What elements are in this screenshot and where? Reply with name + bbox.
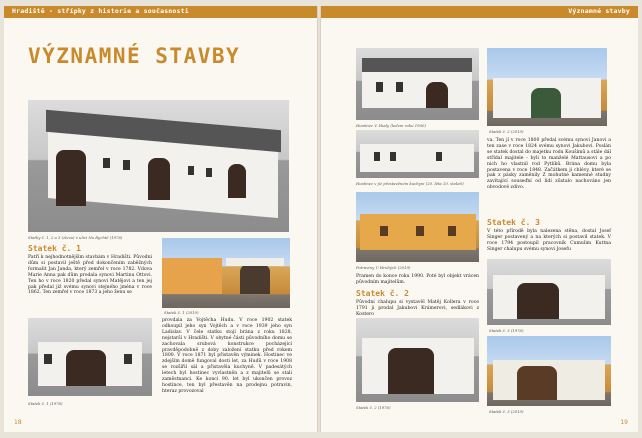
statek-1-text-b: provdala za Vojtěcha Hudu. V roce 1902 statek odkoupil jeho syn Vojtěch a v roce 1939 jeho syn Ladislav. V čele statku stojí brána z roku 1828, nejstarší v Hradišti. V obytné části původního domu se zachovala srubová konstrukce pocházející pravděpodobně z doby založení statku před rokem 1800. V roce 1871 byl přistavěn výminek. Hostinec ve zdejším domě fungoval dosti let, za Hudů v roce 1908 se rozšířil sál a přistavěla kuchyně. V padesátých letech byl hostinec vyvlastněn a z majitelů se stali zaměstnanci. Ke konci 90. let byl ukončen provoz hostince, ten byl přestavěn na prodejnu potravin, hteraz provozoval — [162, 318, 292, 394]
text-pramen: Pramen do konce roku 1990. Poté byl objekt vrácen původním majitelům. — [356, 274, 479, 285]
statek-2-text-b: va. Ten jí v roce 1800 předal svému synovi Janovi a ten zase v roce 1824 svému synovi Jakubovi. Poslán se statek dostal do majetku rodu Koušímů a stále dál střídal majitele - byli to manželé Mattausovi a po nich ho vlastnil rod Pytlíků. Brána domu byla postavena v roce 1848. Začátkem ji chlévy, které se pak z pásky zaměnily Z mohutné kamenné studny zavítající souseďní od lidí zůstalo nachováno jen obvodové zdivo. — [487, 138, 611, 191]
photo-statek-1-2019-caption: Statek č. 1 (2019) — [164, 310, 199, 315]
photo-statek-3-1976 — [487, 259, 611, 325]
page-number-right: 19 — [620, 419, 628, 426]
page-number-left: 18 — [14, 419, 22, 426]
left-header-text: Hradiště - střípky z historie a současnosti — [12, 7, 189, 15]
caption-statek-2-1976: Statek č. 2 (1976) — [356, 405, 391, 410]
page-title: VÝZNAMNÉ STAVBY — [28, 44, 241, 68]
statek-1-text-a: Patří k nejhodnotnějším stavbám v Hradišti. Původní dům si postavil ještě před dokončením zaběžných formalit Jan Janda, který zemřel v roce 1782. Vdova Marie Anna pak dům prodala synovi Martinu Ottovi. Ten ho v roce 1820 předal synovi Matějovi a ten jej pak předal již svému synovi stejného jména v roce 1862. Ten zemřel v roce 1873 a jeho ženu se — [28, 255, 152, 296]
heading-statek-2: Statek č. 2 — [356, 289, 409, 298]
left-header-bar — [4, 6, 317, 18]
photo-statek-2-2019-a — [487, 48, 607, 126]
caption-statek-3-1976: Statek č. 3 (1976) — [489, 328, 524, 333]
photo-statek-1-1978 — [28, 318, 152, 396]
photo-statek-1-2019 — [162, 238, 290, 308]
left-page — [4, 6, 317, 432]
caption-statek-2-2019-a: Statek č. 2 (2019) — [489, 129, 524, 134]
photo-statek-3-2019 — [487, 336, 611, 406]
statek-3-text: V této přírodě byla nalezena stěna, dostal Josef Singer postavený a na kterých si postavil statek. V roce 1794 postoupil pracovník Cumulim Kuttna Singer chalupu svému synovi Josefu — [487, 229, 611, 252]
right-header-text: Významné stavby — [568, 7, 630, 15]
heading-statek-1: Statek č. 1 — [28, 244, 81, 253]
caption-hostinec-20s: Hostinec v již přestavěném kuchyni (20. léta 20. století) — [356, 181, 464, 186]
main-photo-farmhouses — [28, 100, 289, 232]
heading-statek-3: Statek č. 3 — [487, 218, 540, 227]
photo-statek-2-1976 — [356, 318, 479, 402]
right-header-bar — [321, 6, 638, 18]
caption-hostinec-1900: Hostinec V. Hudy (kolem roku 1900) — [356, 123, 426, 128]
photo-hostinec-20s — [356, 130, 479, 178]
caption-statek-3-2019: Statek č. 3 (2019) — [489, 409, 524, 414]
photo-statek-1-1978-caption: Statek č. 1 (1978) — [28, 401, 63, 406]
right-page — [321, 6, 638, 432]
statek-2-text-a: Původní chalupu si vystavěl Matěj Kollera v roce 1791 ji prodal Jakubovi Krámerovi, sedlákovi z Kostero — [356, 300, 479, 317]
photo-potraviny-2019 — [356, 192, 479, 262]
main-photo-caption: Statky č. 1, 2 a 3 (zleva) v ulici Na Rychtě (1976) — [28, 235, 123, 240]
caption-potraviny-2019: Potraviny U Hrubých (2019) — [356, 265, 411, 270]
photo-hostinec-1900 — [356, 48, 479, 120]
